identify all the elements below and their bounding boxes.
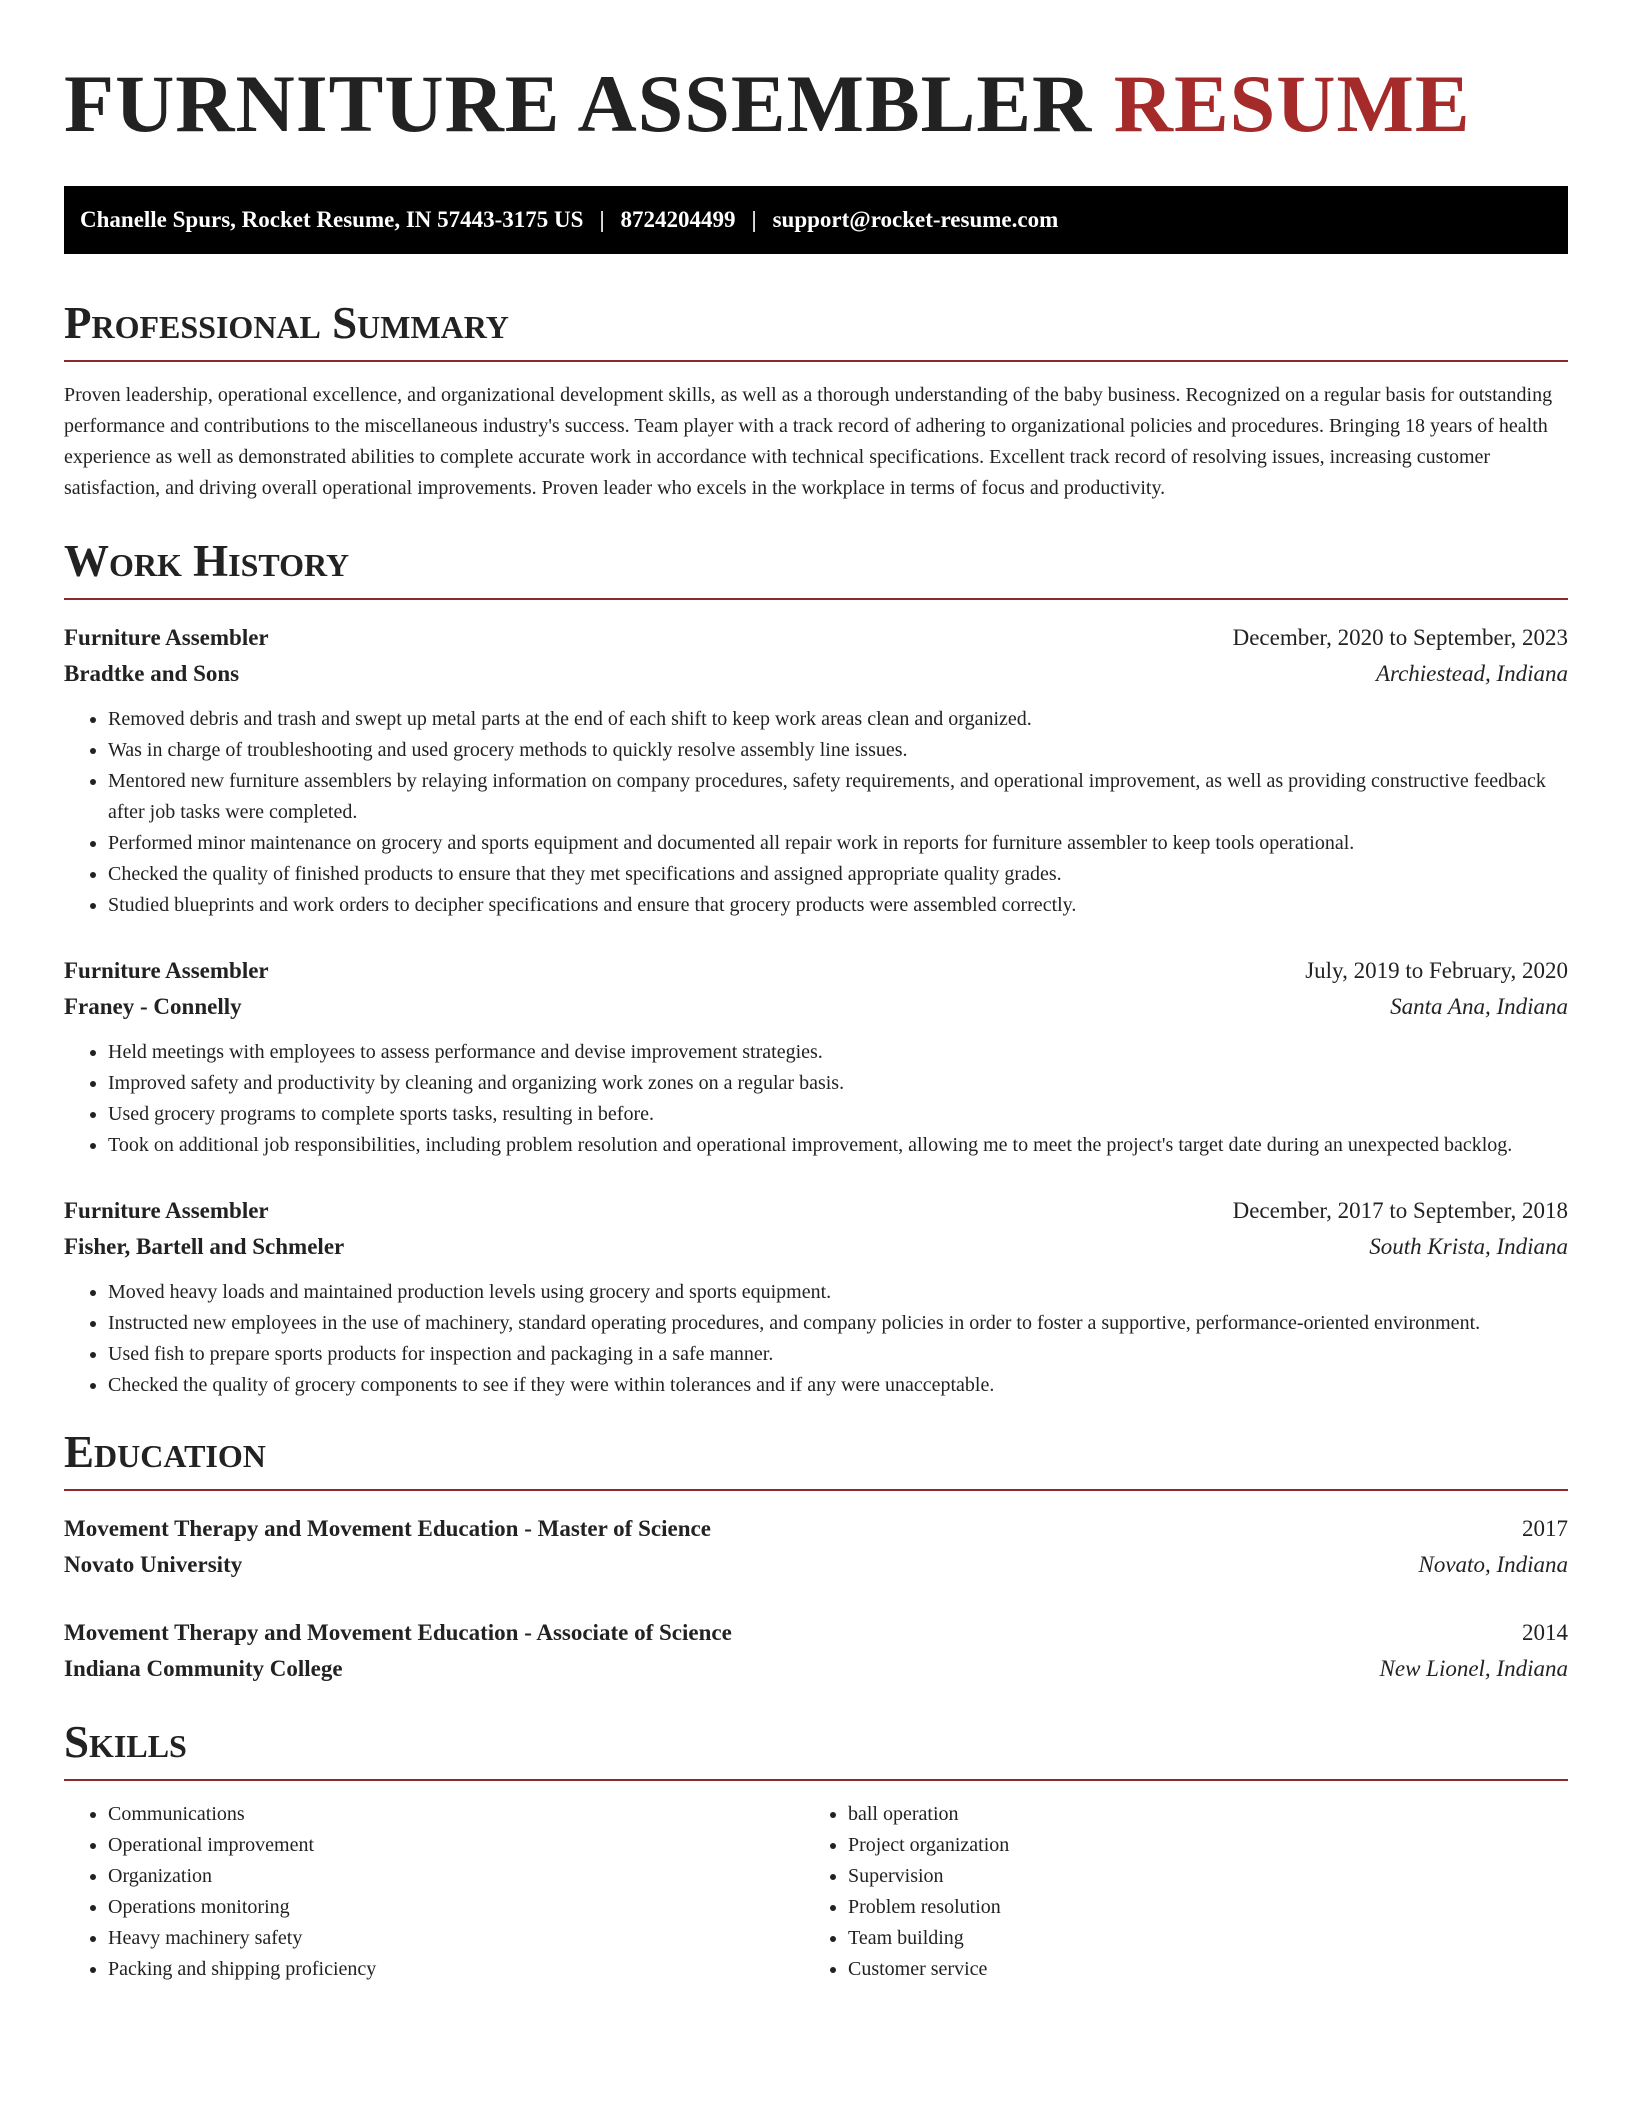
contact-address: Chanelle Spurs, Rocket Resume, IN 57443-3175 US [80,207,584,232]
education-school: Indiana Community College [64,1656,343,1681]
skill-item: • Project organization [848,1830,1544,1861]
job-bullet: • Checked the quality of finished products to ensure that they met specifications and assigned appropriate quality grades. [108,859,1568,890]
job-bullet: • Took on additional job responsibilities, including problem resolution and operational improvement, allowing me to meet the project's target date during an unexpected backlog. [108,1130,1568,1161]
contact-separator: | [751,207,757,232]
job-entry [64,953,1568,1161]
contact-phone: 8724204499 [620,207,736,232]
job-location: South Krista, Indiana [1369,1234,1568,1259]
job-bullet: • Used fish to prepare sports products for inspection and packaging in a safe manner. [108,1339,1568,1370]
job-title: Furniture Assembler [64,958,269,983]
job-title: Furniture Assembler [64,1198,269,1223]
job-company: Franey - Connelly [64,994,242,1019]
work-history-heading: Work History [64,536,1568,600]
job-dates: December, 2017 to September, 2018 [1232,1198,1568,1223]
job-bullet: • Improved safety and productivity by cleaning and organizing work zones on a regular basis. [108,1068,1568,1099]
skill-item: • Operational improvement [108,1830,804,1861]
skill-item: • Heavy machinery safety [108,1923,804,1954]
job-entry [64,1193,1568,1401]
job-bullet: • Instructed new employees in the use of machinery, standard operating procedures, and company policies in order to foster a supportive, performance-oriented environment. [108,1308,1568,1339]
skills-list [64,1799,1568,1985]
job-title: Furniture Assembler [64,625,269,650]
job-company: Bradtke and Sons [64,661,240,686]
contact-separator: | [599,207,605,232]
job-dates: July, 2019 to February, 2020 [1305,958,1568,983]
education-degree: Movement Therapy and Movement Education - Associate of Science [64,1620,732,1645]
skills-column-right [804,1799,1544,1985]
job-bullet: • Mentored new furniture assemblers by relaying information on company procedures, safety requirements, and operational improvement, as well as providing constructive feedback after job tasks were completed. [108,766,1568,828]
skill-item: • Supervision [848,1861,1544,1892]
job-bullet: • Was in charge of troubleshooting and used grocery methods to quickly resolve assembly line issues. [108,735,1568,766]
contact-bar [64,186,1568,254]
education-year: 2014 [1522,1620,1568,1645]
job-bullets [64,1277,1568,1401]
skill-item: • Communications [108,1799,804,1830]
education-degree: Movement Therapy and Movement Education - Master of Science [64,1516,711,1541]
summary-text: Proven leadership, operational excellence, and organizational development skills, as well as a thorough understanding of the baby business. Recognized on a regular basis for outstanding performance and contributions to the miscellaneous industry's success. Team player with a track record of adhering to organizational policies and procedures. Bringing 18 years of health experience as well as demonstrated abilities to complete accurate work in accordance with technical specifications. Excellent track record of resolving issues, increasing customer satisfaction, and driving overall operational improvements. Proven leader who excels in the workplace in terms of focus and productivity. [64,384,1553,499]
job-bullet: • Moved heavy loads and maintained production levels using grocery and sports equipment. [108,1277,1568,1308]
skill-item: • Packing and shipping proficiency [108,1954,804,1985]
education-school: Novato University [64,1552,243,1577]
skill-item: • ball operation [848,1799,1544,1830]
skill-item: • Customer service [848,1954,1544,1985]
education-entry [64,1615,1568,1687]
job-bullet: • Checked the quality of grocery components to see if they were within tolerances and if any were unacceptable. [108,1370,1568,1401]
job-bullet: • Studied blueprints and work orders to decipher specifications and ensure that grocery products were assembled correctly. [108,890,1568,921]
skills-heading: Skills [64,1717,1568,1781]
skill-item: • Problem resolution [848,1892,1544,1923]
contact-email: support@rocket-resume.com [772,207,1059,232]
education-location: New Lionel, Indiana [1379,1656,1568,1681]
job-bullets [64,1037,1568,1161]
job-dates: December, 2020 to September, 2023 [1232,625,1568,650]
title-accent: RESUME [1113,58,1471,149]
job-bullets [64,704,1568,921]
title-main: FURNITURE ASSEMBLER [64,58,1093,149]
skill-item: • Team building [848,1923,1544,1954]
job-bullet: • Performed minor maintenance on grocery and sports equipment and documented all repair work in reports for furniture assembler to keep tools operational. [108,828,1568,859]
skill-item: • Organization [108,1861,804,1892]
skill-item: • Operations monitoring [108,1892,804,1923]
job-bullet: • Removed debris and trash and swept up metal parts at the end of each shift to keep work areas clean and organized. [108,704,1568,735]
job-bullet: • Held meetings with employees to assess performance and devise improvement strategies. [108,1037,1568,1068]
education-year: 2017 [1522,1516,1568,1541]
job-location: Archiestead, Indiana [1375,661,1568,686]
job-entry [64,620,1568,921]
resume-title [64,56,1568,152]
skills-column-left [64,1799,804,1985]
education-location: Novato, Indiana [1418,1552,1568,1577]
summary-heading: Professional Summary [64,298,1568,362]
education-entry [64,1511,1568,1583]
job-location: Santa Ana, Indiana [1390,994,1568,1019]
education-heading: Education [64,1427,1568,1491]
job-bullet: • Used grocery programs to complete sports tasks, resulting in before. [108,1099,1568,1130]
job-company: Fisher, Bartell and Schmeler [64,1234,345,1259]
